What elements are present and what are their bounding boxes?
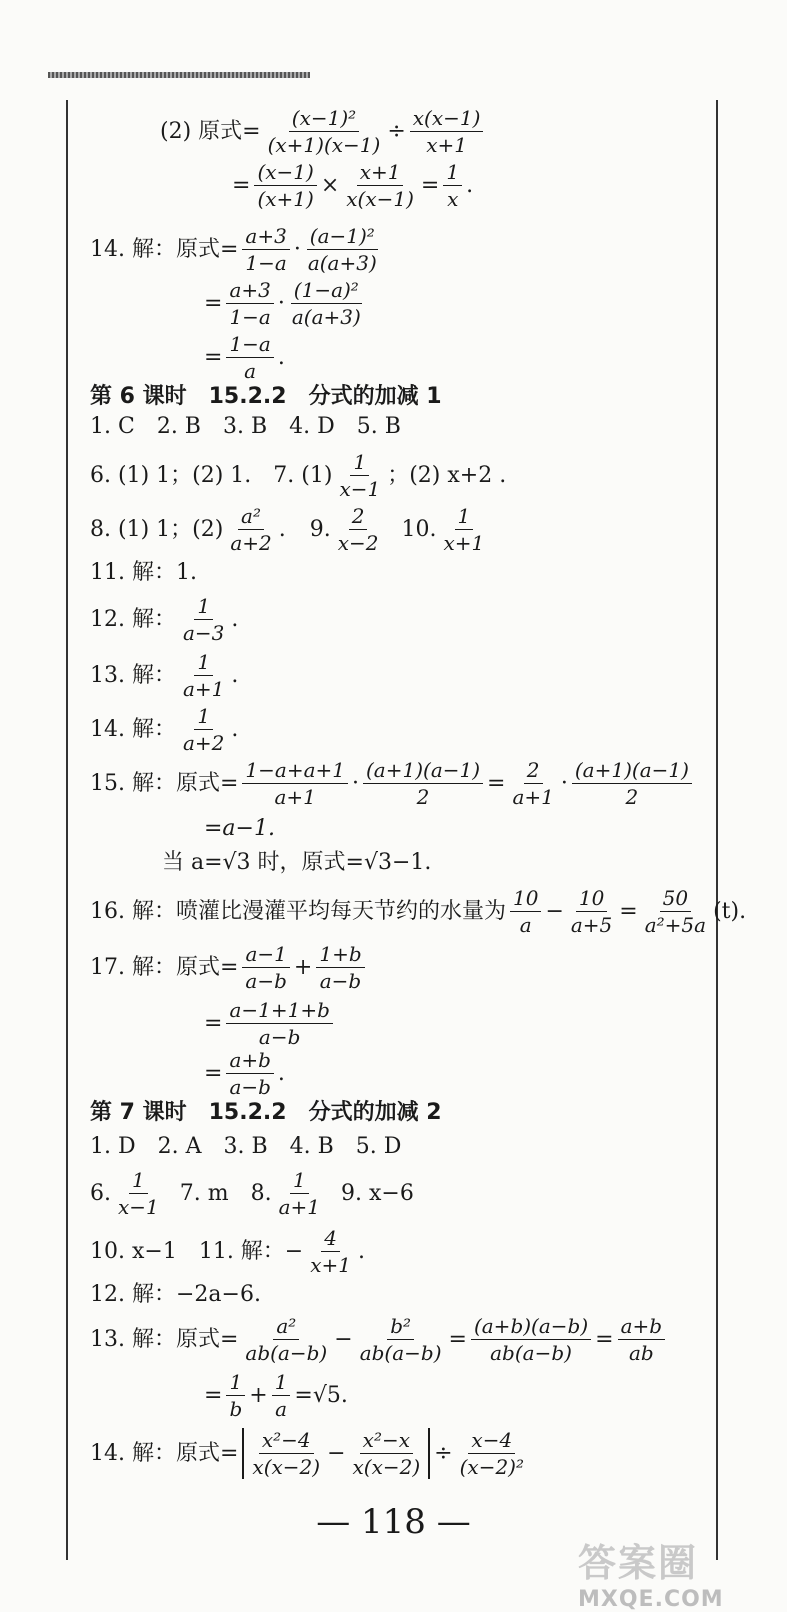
answer-6-11: 11. 解：1. — [90, 560, 197, 585]
answer-6-12: 12. 解： $\frac{1}{a-3}$ . — [90, 594, 239, 645]
fraction: $\frac{1}{x+1}$ — [443, 504, 485, 555]
problem-14: 14. 解：原式= $\frac{a+3}{1-a}$ · $\frac{\text{(a−1)²}}{a(a+3)}$ — [90, 226, 380, 273]
fraction: $\frac{\text{a²}}{ab(a-b)}$ — [245, 1314, 328, 1365]
fraction: $\frac{1}{a}$ — [272, 1372, 291, 1419]
fraction: $\frac{1}{a+1}$ — [278, 1168, 321, 1219]
fraction: $\frac{1}{x}$ — [443, 162, 462, 209]
answer-6-17-step2: = $\frac{a-1+1+b}{a-b}$ — [204, 1000, 333, 1047]
fraction: $\frac{1}{x-1}$ — [339, 450, 381, 501]
answer-7-12: 12. 解：−2a−6. — [90, 1282, 261, 1307]
bracket-group: $\frac{\text{x²−4}}{x(x-2)}$ − $\frac{\text{x²−x}}{x(x-2)}$ — [242, 1428, 430, 1479]
answer-7-13-step2: = $\frac{1}{b}$ + $\frac{1}{a}$ =√5. — [204, 1370, 348, 1421]
fraction: $\frac{4}{x+1}$ — [310, 1226, 351, 1277]
fraction: $\frac{1-a+a+1}{a+1}$ — [242, 760, 348, 807]
fraction: $\frac{(x-1)}{(x+1)}$ — [254, 162, 316, 209]
problem-14-step2: = $\frac{a+3}{1-a}$ · $\frac{\text{(1−a)²}}{a(a+3)}$ — [204, 280, 364, 327]
fraction: $\frac{10}{a+5}$ — [570, 886, 613, 937]
answer-6-17: 17. 解：原式= $\frac{a-1}{a-b}$ + $\frac{1+b}{a-b}$ — [90, 944, 365, 991]
left-margin-rule — [66, 100, 68, 1560]
fraction: $\frac{2}{a+1}$ — [512, 758, 554, 809]
line-13-2-step2: = $\frac{(x-1)}{(x+1)}$ × $\frac{x+1}{x(x-1)}$ = $\frac{1}{x}$ . — [232, 160, 474, 211]
fraction: $\frac{\text{(x−1)²}}{(x+1)(x-1)}$ — [267, 106, 381, 157]
fraction: $\frac{1}{b}$ — [226, 1372, 245, 1419]
fraction: $\frac{10}{a}$ — [510, 888, 541, 935]
section-heading-lesson-7: 第 7 课时 15.2.2 分式的加减 2 — [90, 1100, 442, 1125]
answers-7-10-11: 10. x−1 11. 解：− $\frac{4}{x+1}$ . — [90, 1226, 365, 1277]
answer-7-13: 13. 解：原式= $\frac{\text{a²}}{ab(a-b)}$ − $\frac{\text{b²}}{ab(a-b)}$ = $\frac{(a+b)(a-b)}{ab(a-b)}$ = $\frac{a+b}{ab}$ — [90, 1316, 665, 1363]
site-watermark — [578, 1532, 778, 1612]
fraction: $\frac{\text{b²}}{ab(a-b)}$ — [359, 1314, 442, 1365]
answers-7-1-5: 1. D 2. A 3. B 4. B 5. D — [90, 1134, 402, 1159]
fraction: $\frac{\text{x²−x}}{x(x-2)}$ — [352, 1428, 421, 1479]
answer-6-15: 15. 解：原式= $\frac{1-a+a+1}{a+1}$ · $\frac{(a+1)(a-1)}{2}$ = $\frac{2}{a+1}$ · $\frac{(a+1)(a-1)}{2}$ — [90, 760, 692, 807]
watermark-mark: 答案圈 — [578, 1541, 699, 1585]
answers-6-6-7: 6. (1) 1；(2) 1. 7. (1) $\frac{1}{x-1}$ ；(2) x+2 . — [90, 450, 507, 501]
fraction: $\frac{(a+1)(a-1)}{2}$ — [363, 760, 483, 807]
fraction: $\frac{x+1}{x(x-1)}$ — [346, 160, 414, 211]
answer-6-14: 14. 解： $\frac{1}{a+2}$ . — [90, 704, 239, 755]
fraction: $\frac{50}{\text{a²+5a}}$ — [644, 886, 707, 937]
fraction: $\frac{1}{x-1}$ — [118, 1168, 159, 1219]
fraction: $\frac{1}{a-3}$ — [182, 594, 225, 645]
fraction: $\frac{a+3}{1-a}$ — [226, 280, 273, 327]
fraction: $\frac{\text{x²−4}}{x(x-2)}$ — [252, 1428, 321, 1479]
fraction: $\frac{2}{x-2}$ — [337, 504, 379, 555]
section-heading-lesson-6: 第 6 课时 15.2.2 分式的加减 1 — [90, 384, 442, 409]
header-rule — [48, 72, 310, 78]
answer-7-14: 14. 解：原式= $\frac{\text{x²−4}}{x(x-2)}$ − $\frac{\text{x²−x}}{x(x-2)}$ ÷ $\frac{x-4}{\text{(x−2)²}}$ — [90, 1428, 527, 1479]
answer-6-16: 16. 解：喷灌比漫灌平均每天节约的水量为 $\frac{10}{a}$ − $\frac{10}{a+5}$ = $\frac{50}{\text{a²+5a}}$ (t). — [90, 886, 747, 937]
fraction: $\frac{a+3}{1-a}$ — [242, 226, 289, 273]
answer-6-15-value: 当 a=√3 时，原式=√3−1. — [162, 850, 432, 875]
answer-6-15-result: =a−1. — [204, 816, 275, 841]
fraction: $\frac{\text{(a−1)²}}{a(a+3)}$ — [307, 224, 377, 275]
fraction: $\frac{1}{a+2}$ — [182, 704, 225, 755]
fraction: $\frac{a-1}{a-b}$ — [242, 944, 289, 991]
text: (2) 原式= — [160, 118, 261, 144]
fraction: $\frac{(a+b)(a-b)}{ab(a-b)}$ — [471, 1316, 591, 1363]
fraction: $\frac{a-1+1+b}{a-b}$ — [226, 1000, 332, 1047]
fraction: $\frac{1+b}{a-b}$ — [316, 944, 364, 991]
line-13-2 — [160, 108, 483, 155]
fraction: $\frac{\text{(1−a)²}}{a(a+3)}$ — [291, 278, 361, 329]
fraction: $\frac{a+b}{a-b}$ — [226, 1050, 273, 1097]
fraction: $\frac{(a+1)(a-1)}{2}$ — [572, 760, 692, 807]
answers-6-1-5: 1. C 2. B 3. B 4. D 5. B — [90, 414, 401, 439]
label: 14. 解：原式= — [90, 236, 239, 262]
fraction: $\frac{x(x-1)}{x+1}$ — [410, 108, 484, 155]
fraction: $\frac{a+b}{ab}$ — [618, 1316, 665, 1363]
fraction: $\frac{x-4}{\text{(x−2)²}}$ — [459, 1428, 524, 1479]
fraction: $\frac{\text{a²}}{a+2}$ — [230, 504, 272, 555]
operator: ÷ — [387, 118, 406, 144]
problem-14-step3: = $\frac{1-a}{a}$ . — [204, 332, 285, 383]
fraction: $\frac{1}{a+1}$ — [182, 650, 225, 701]
answer-6-17-step3: = $\frac{a+b}{a-b}$ . — [204, 1048, 285, 1099]
page-number: — 118 — — [316, 1502, 471, 1542]
right-margin-rule — [716, 100, 718, 1560]
fraction: $\frac{1-a}{a}$ — [226, 334, 273, 381]
answers-6-8-10: 8. (1) 1；(2) $\frac{\text{a²}}{a+2}$ . 9. $\frac{2}{x-2}$ 10. $\frac{1}{x+1}$ — [90, 506, 487, 553]
answers-7-6-9: 6. $\frac{1}{x-1}$ 7. m 8. $\frac{1}{a+1}$ 9. x−6 — [90, 1168, 414, 1219]
watermark-text: MXQE.COM — [578, 1587, 724, 1612]
answer-6-13: 13. 解： $\frac{1}{a+1}$ . — [90, 650, 239, 701]
